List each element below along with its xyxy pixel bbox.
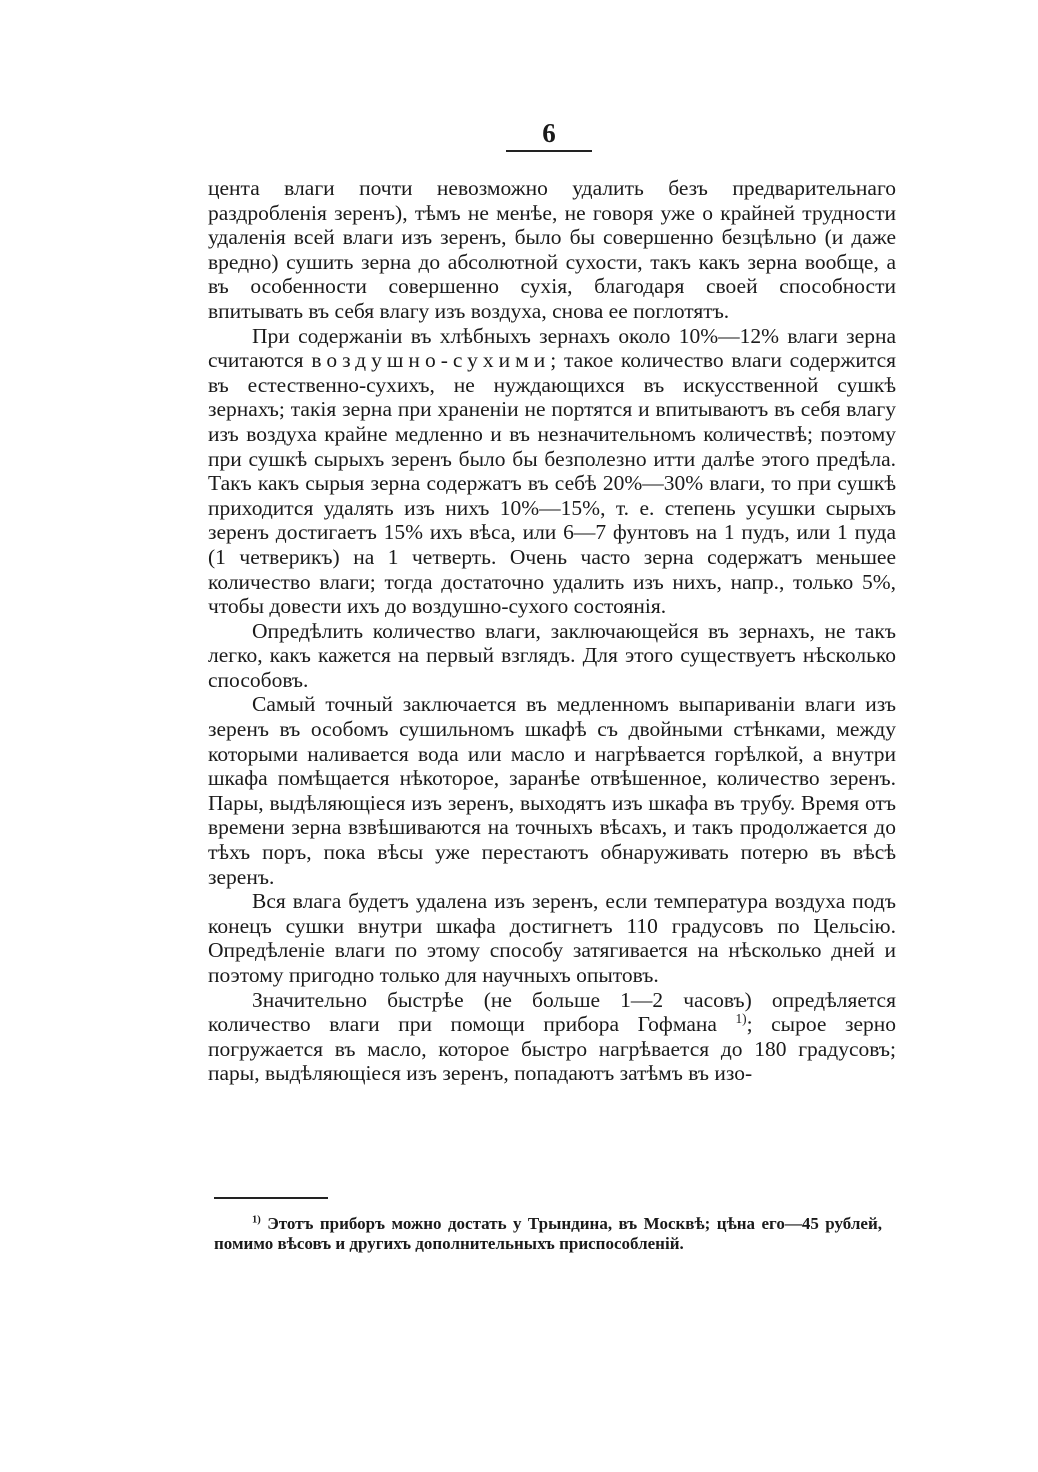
paragraph-3: Опредѣлить количество влаги, заключающейся въ зернахъ, не такъ легко, какъ кажется на первый взглядъ. Для этого существуетъ нѣсколько способовъ. bbox=[208, 618, 896, 692]
footnote-body: Этотъ приборъ можно достать у Трындина, въ Москвѣ; цѣна его—45 рублей, помимо вѣсовъ и другихъ дополнительныхъ приспособленій. bbox=[214, 1214, 882, 1253]
page-number: 6 bbox=[542, 118, 556, 148]
page-number-rule bbox=[506, 150, 592, 152]
paragraph-1: цента влаги почти невозможно удалить безъ предварительнаго раздробленія зеренъ), тѣмъ не менѣе, не говоря уже о крайней трудности удаленія всей влаги изъ зеренъ, было бы совершенно безцѣльно (и даже вредно) сушить зерна до абсолютной сухости, такъ какъ зерна вообще, а въ особенности совершенно сухія, благодаря своей способности впитывать въ себя влагу изъ воздуха, снова ее поглотятъ. bbox=[208, 176, 896, 323]
paragraph-4: Самый точный заключается въ медленномъ выпариваніи влаги изъ зеренъ въ особомъ сушильномъ шкафѣ съ двойными стѣнками, между которыми наливается вода или масло и нагрѣвается горѣлкой, а внутри шкафа помѣщается нѣкоторое, заранѣе отвѣшенное, количество зеренъ. Пары, выдѣляющіеся изъ зеренъ, выходятъ изъ шкафа въ трубу. Время отъ времени зерна взвѣшиваются на точныхъ вѣсахъ, и такъ продолжается до тѣхъ поръ, пока вѣсы уже перестаютъ обнаруживать потерю въ вѣсѣ зеренъ. bbox=[208, 692, 896, 889]
footnote bbox=[214, 1214, 882, 1254]
paragraph-6 bbox=[208, 988, 896, 1086]
footnote-marker: 1) bbox=[252, 1214, 261, 1226]
emphasized-term: воздушно-сухими bbox=[311, 348, 551, 373]
paragraph-6-start: Значительно быстрѣе (не больше 1—2 часовъ) опредѣляется количество влаги при помощи прибора Гофмана bbox=[208, 987, 896, 1037]
footnote-reference: 1) bbox=[735, 1011, 747, 1027]
paragraph-5: Вся влага будетъ удалена изъ зеренъ, если температура воздуха подъ конецъ сушки внутри шкафа достигнетъ 110 градусовъ по Цельсію. Опредѣленіе влаги по этому способу затягивается на нѣсколько дней и поэтому пригодно только для научныхъ опытовъ. bbox=[208, 889, 896, 987]
paragraph-6-end: ; сырое зерно погружается въ масло, которое быстро нагрѣвается до 180 градусовъ; пары, выдѣляющіеся изъ зеренъ, попадаютъ затѣмъ въ изо- bbox=[208, 1012, 896, 1086]
paragraph-2-end: ; такое количество влаги содержится въ естественно-сухихъ, не нуждающихся въ искусственной сушкѣ зернахъ; такія зерна при храненіи не портятся и впитываютъ въ себя влагу изъ воздуха крайне медленно и въ незначительномъ количествѣ; поэтому при сушкѣ сырыхъ зеренъ было бы безполезно итти далѣе этого предѣла. Такъ какъ сырыя зерна содержатъ въ себѣ 20%—30% влаги, то при сушкѣ приходится удалять изъ нихъ 10%—15%, т. е. степень усушки сырыхъ зеренъ достигаетъ 15% ихъ вѣса, или 6—7 фунтовъ на 1 пудъ, или 1 пуда (1 четверикъ) на 1 четверть. Очень часто зерна содержатъ меньшее количество влаги; тогда достаточно удалить изъ нихъ, напр., только 5%, чтобы довести ихъ до воздушно-сухого состоянія. bbox=[208, 348, 897, 619]
footnote-text bbox=[214, 1214, 882, 1254]
paragraph-2 bbox=[208, 324, 896, 619]
paragraph-2-start: При содержаніи въ хлѣбныхъ зернахъ около 10%—12% влаги зерна считаются bbox=[208, 323, 896, 373]
footnote-rule bbox=[214, 1197, 328, 1199]
body-text bbox=[208, 176, 896, 1086]
